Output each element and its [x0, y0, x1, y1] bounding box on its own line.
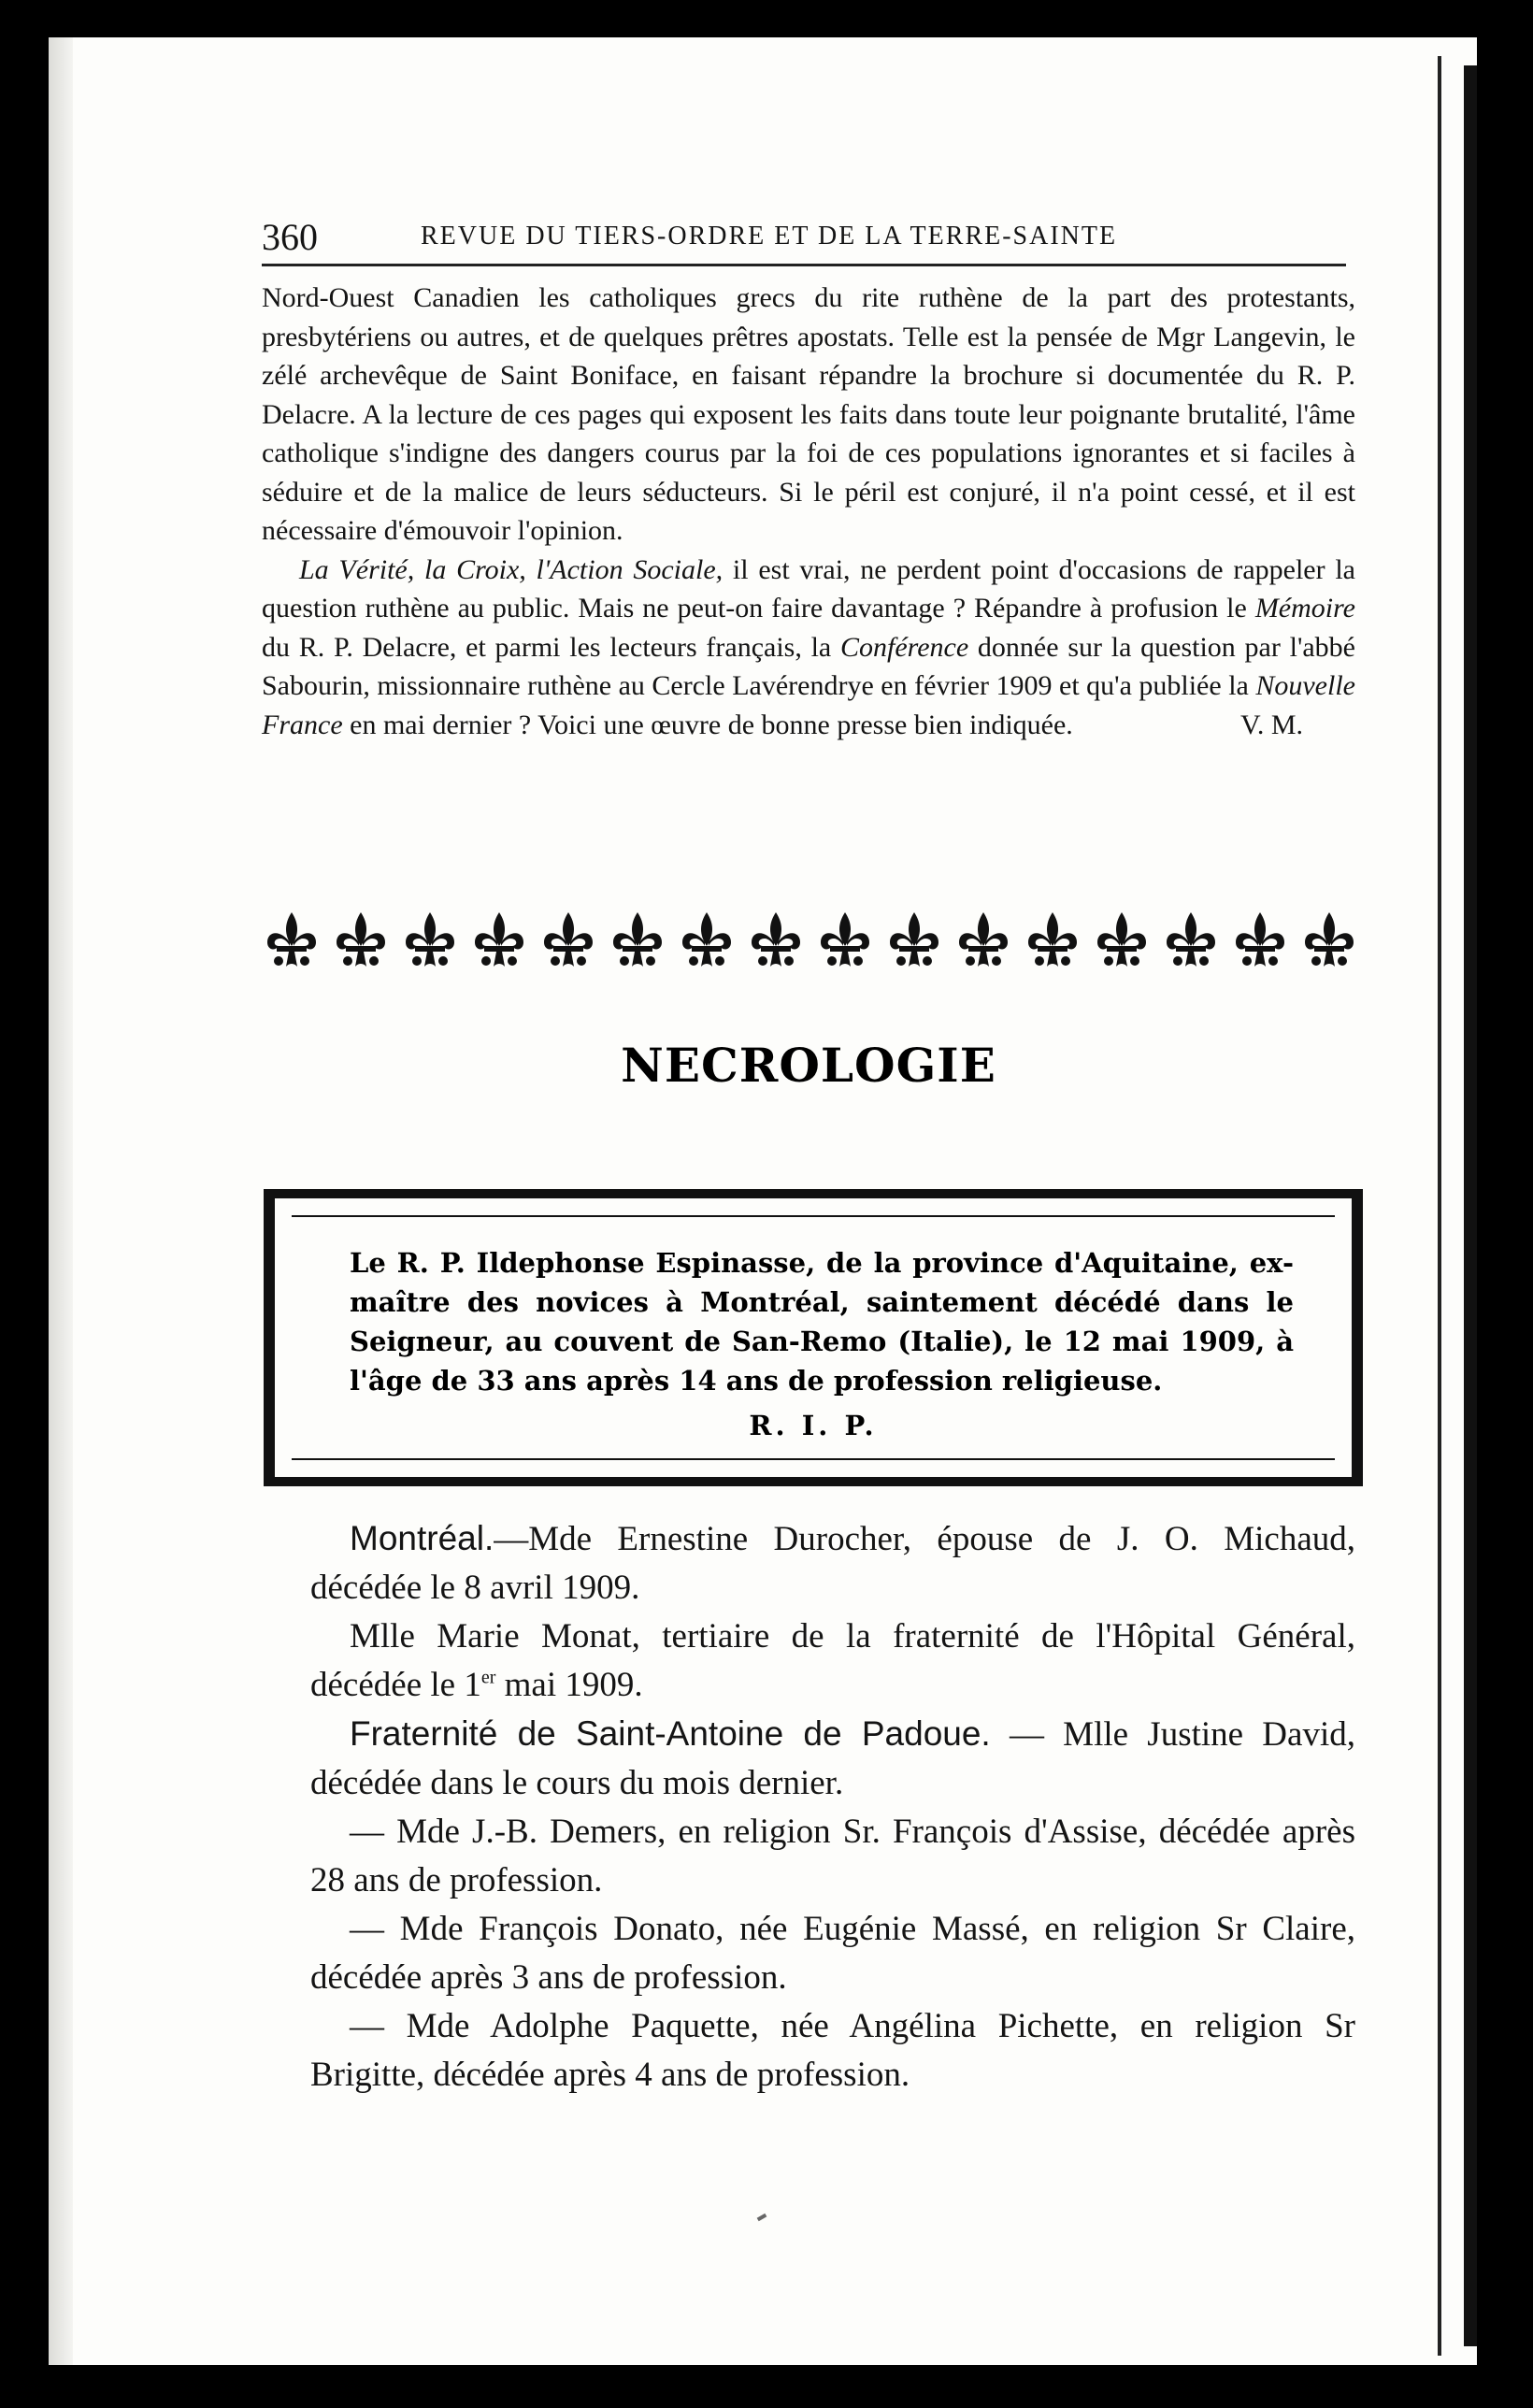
notice-montreal: Montréal.—Mde Ernestine Durocher, épouse de J. O. Michaud, décédée le 8 avril 1909. — [310, 1519, 1355, 1607]
nouvelle-france-title: Nouvelle France — [262, 670, 1355, 740]
section-title: NECROLOGIE — [621, 1038, 996, 1093]
fleur-de-lis-icon — [540, 909, 596, 974]
conference-title: Conférence — [840, 631, 969, 663]
obituary-rip: R. I. P. — [749, 1410, 878, 1441]
fleur-de-lis-icon — [886, 909, 942, 974]
author-signature: V. M. — [1240, 709, 1303, 740]
article-continuation — [262, 279, 1355, 744]
obituary-text: Le R. P. Ildephonse Espinasse, de la province d'Aquitaine, ex-maître des novices à Montréal, saintement décédé dans le Seigneur, au couvent de San-Remo (Italie), le 12 mai 1909, à l'âge de 33 ans après 14 ans de profession religieuse. — [350, 1247, 1294, 1397]
notice-donato: — Mde François Donato, née Eugénie Massé, en religion Sr Claire, décédée après 3 ans de profession. — [310, 1910, 1355, 1997]
page-edge-shadow — [1464, 65, 1477, 2346]
notice-paquette: — Mde Adolphe Paquette, née Angélina Pichette, en religion Sr Brigitte, décédée après 4 ans de profession. — [310, 2007, 1355, 2094]
article-paragraph-1: Nord-Ouest Canadien les catholiques grecs du rite ruthène de la part des protestants, presbytériens ou autres, et de quelques prêtres apostats. Telle est la pensée de Mgr Langevin, le zélé archevêque de Saint Boniface, en faisant répandre la brochure si documentée du R. P. Delacre. A la lecture de ces pages qui exposent les faits dans toute leur poignante brutalité, l'âme catholique s'indigne des dangers courus par la foi de ces populations ignorantes et si faciles à séduire et de la malice de leurs séducteurs. Si le péril est conjuré, il n'a point cessé, et il est nécessaire d'émouvoir l'opinion. — [262, 282, 1355, 546]
page-edge-line — [1438, 56, 1441, 2356]
journal-title: REVUE DU TIERS-ORDRE ET DE LA TERRE-SAINTE — [421, 222, 1118, 251]
fleur-de-lis-icon — [955, 909, 1011, 974]
article-paragraph-2: La Vérité, la Croix, l'Action Sociale, il est vrai, ne perdent point d'occasions de rappeler la question ruthène au public. Mais ne peut-on faire davantage ? Répandre à profusion le Mémoire du R. P. Delacre, et parmi les lecteurs français, la Conférence donnée sur la question par l'abbé Sabourin, missionnaire ruthène au Cercle Lavérendrye en février 1909 et qu'a publiée la Nouvelle France en mai dernier ? Voici une œuvre de bonne presse bien indiquée. V. M. — [262, 551, 1355, 745]
periodicals-list: La Vérité, la Croix, l'Action Sociale, — [299, 553, 724, 585]
fleur-de-lis-icon — [264, 909, 320, 974]
memoire-title: Mémoire — [1254, 593, 1355, 624]
notice-demers: — Mde J.-B. Demers, en religion Sr. François d'Assise, décédée après 28 ans de profession. — [310, 1813, 1355, 1899]
notice-monat: Mlle Marie Monat, tertiaire de la fraternité de l'Hôpital Général, décédée le 1er mai 1909. — [310, 1617, 1355, 1704]
fleur-de-lis-icon — [679, 909, 735, 974]
page-number: 360 — [262, 216, 318, 258]
fleur-de-lis-icon — [1094, 909, 1150, 974]
fleur-de-lis-icon — [609, 909, 666, 974]
fleur-de-lis-border — [264, 899, 1357, 983]
fleur-de-lis-icon — [402, 909, 458, 974]
page-gutter-left — [49, 37, 73, 2365]
obituary-box — [264, 1189, 1363, 1486]
fleur-de-lis-icon — [471, 909, 527, 974]
notice-padoue: Fraternité de Saint-Antoine de Padoue. — Mlle Justine David, décédée dans le cours du mois dernier. — [310, 1714, 1355, 1802]
notice-lead-montreal: Montréal. — [350, 1519, 494, 1557]
fleur-de-lis-icon — [1301, 909, 1357, 974]
running-header — [262, 208, 1346, 266]
fleur-de-lis-icon — [1232, 909, 1288, 974]
fleur-de-lis-icon — [748, 909, 804, 974]
fleur-de-lis-icon — [817, 909, 873, 974]
fleur-de-lis-icon — [333, 909, 389, 974]
fleur-de-lis-icon — [1024, 909, 1081, 974]
death-notices — [310, 1514, 1355, 2100]
notice-lead-padoue: Fraternité de Saint-Antoine de Padoue. — [350, 1714, 991, 1753]
fleur-de-lis-icon — [1163, 909, 1219, 974]
